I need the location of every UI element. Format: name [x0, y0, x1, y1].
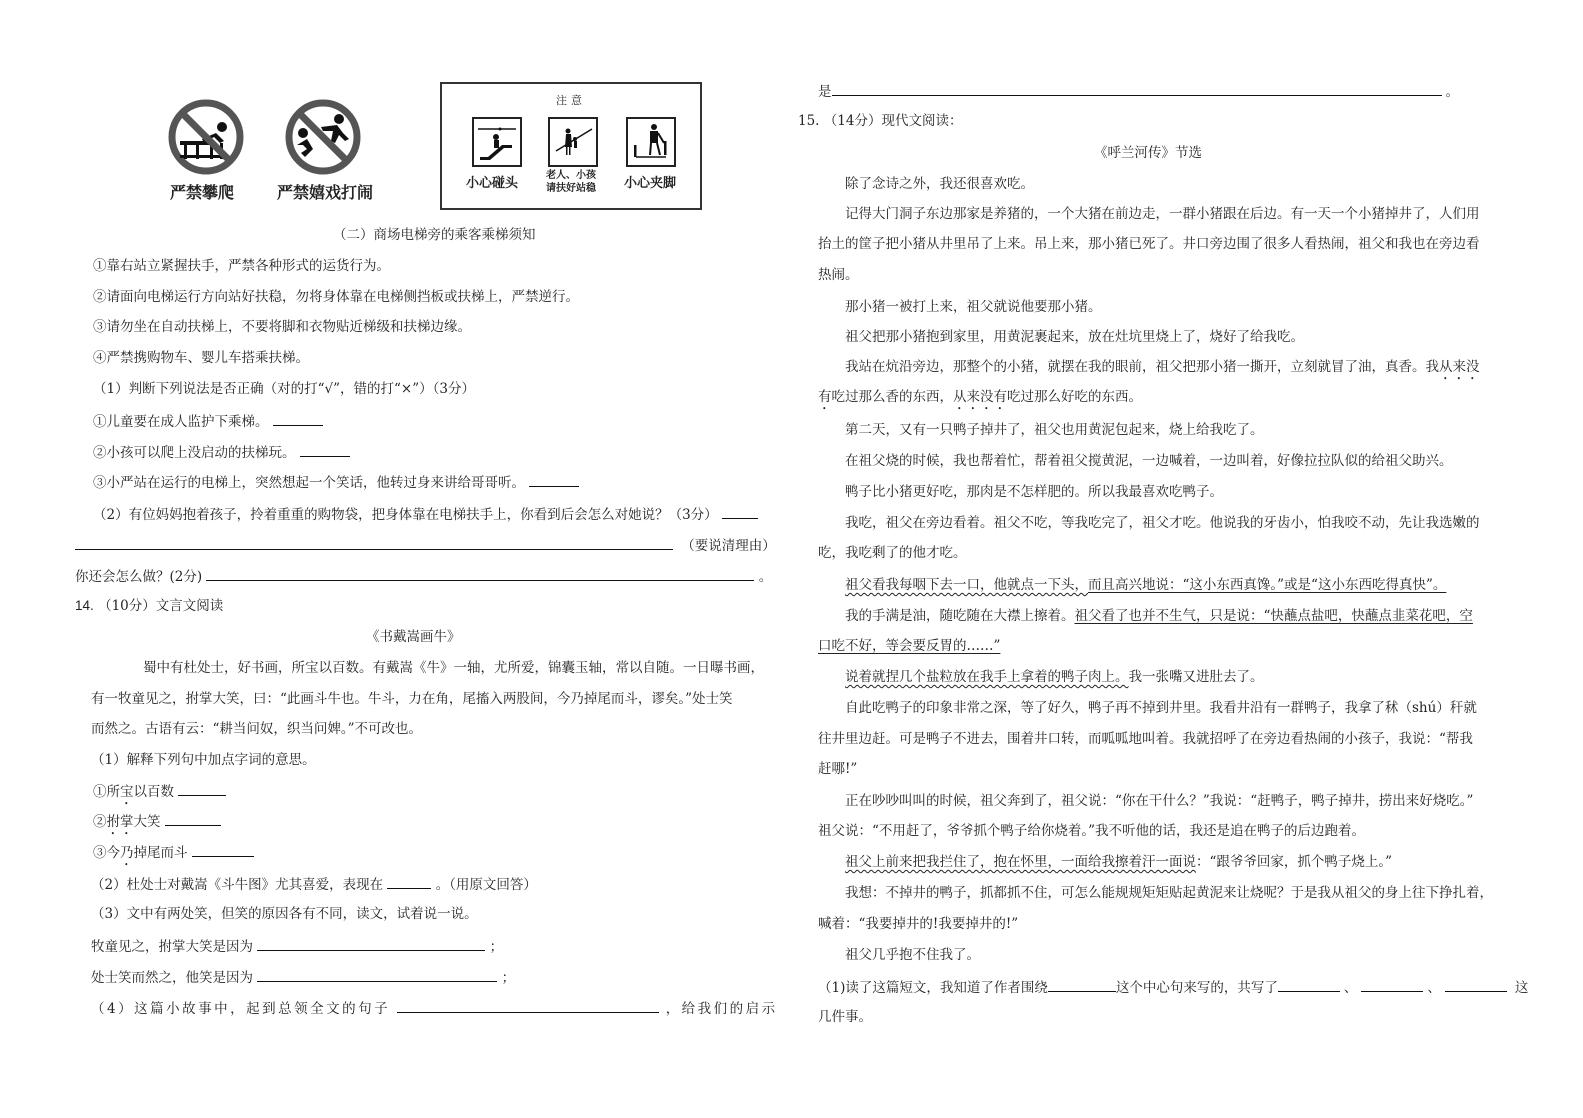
item-post: 大笑: [133, 814, 161, 830]
q14-passage-line-2: 有一牧童见之，拊掌大笑，曰：“此画斗牛也。牛斗，力在角，尾搐入两股间，今乃掉尾而斗，谬矣。”处士笑: [91, 691, 733, 707]
q14-passage-line-1: 蜀中有杜处士，好书画，所宝以百数。有戴嵩《牛》一轴，尤所爱，锦囊玉轴，常以自随。一日曝书画，: [143, 660, 764, 676]
dotted-text: 有: [818, 389, 832, 405]
q14-sub1-item-2-blank[interactable]: [165, 811, 221, 826]
hold-handrail-icon-box: [548, 117, 598, 167]
hold-handrail-icon: [550, 119, 596, 165]
q2-followup-blank[interactable]: [206, 566, 754, 581]
item-pre: 今: [106, 845, 120, 861]
q15-p2-l1: 记得大门洞子东边那家是养猪的，一个大猪在前边走，一群小猪跟在后边。有一天一个小猪掉井了，人们用: [845, 206, 1480, 222]
q1-item-2: [93, 442, 350, 462]
item-post: 掉尾而斗: [133, 845, 188, 861]
q14-sub3-b: [91, 967, 515, 987]
no-climbing-label: 严禁攀爬: [170, 183, 235, 202]
q2-suffix: （要说清理由）: [681, 538, 776, 554]
q14-sub1-item-1: [93, 781, 226, 808]
dotted-text: 从来没有: [953, 389, 1007, 405]
hold-handrail-label: [546, 169, 596, 195]
separator: 、: [1343, 980, 1358, 996]
q1-item-1-text: ①儿童要在成人监护下乘梯。: [93, 414, 269, 430]
q2-prompt: [93, 504, 758, 524]
q2-answer-blank-start[interactable]: [722, 504, 758, 519]
q15-q1-text-2: 这个中心句来写的，共写了: [1115, 980, 1278, 996]
semicolon: ；: [501, 970, 516, 986]
text: ：“跟爷爷回家，抓个鸭子烧上。”: [1196, 854, 1393, 870]
q1-item-2-answer-blank[interactable]: [300, 442, 350, 457]
q15-p16-l1: 我想：不掉井的鸭子，抓都抓不住，可怎么能规规矩矩贴起黄泥来让烧呢？于是我从祖父的身上往下挣扎着，: [845, 885, 1493, 901]
text: 吃过那么好吃的东西。: [1007, 389, 1142, 405]
q14-sub2-blank[interactable]: [387, 874, 431, 889]
q14-number: 14.: [75, 598, 94, 613]
q14-sub3-a-text: 牧童见之，拊掌大笑是因为: [91, 939, 253, 955]
q15-p15: [845, 853, 1392, 871]
q14-sub3: （3）文中有两处笑，但笑的原因各有不同，读文，试着说一说。: [91, 906, 478, 922]
underlined-text: 而且高兴地说：“这小东西真馋。”或是“这小东西吃得真快”。: [1088, 577, 1447, 593]
q2-followup-period: 。: [758, 569, 773, 585]
q15-p13-l3: 赶哪!”: [818, 761, 858, 777]
q1-item-3-text: ③小严站在运行的电梯上，突然想起一个笑话，他转过身来讲给哥哥听。: [93, 475, 525, 491]
q14-sub2-suffix: 。（用原文回答）: [435, 877, 537, 893]
q15-q1-l2: 几件事。: [818, 1009, 872, 1025]
separator: 、: [1427, 980, 1441, 996]
q14-sub1-item-3: [93, 842, 254, 869]
q2-followup: [75, 566, 772, 586]
item-pre: 所: [106, 784, 120, 800]
mind-head-icon: [474, 119, 520, 165]
q15-q1-text-3: 这: [1514, 980, 1529, 996]
q15-p12: [845, 668, 1264, 686]
q15-p11-l1: [845, 607, 1473, 625]
rule-2: ②请面向电梯运行方向站好扶稳，勿将身体靠在电梯侧挡板或扶梯上，严禁逆行。: [93, 289, 579, 305]
q14-passage-line-3: 而然之。古语有云：“耕当问奴，织当问婢。”不可改也。: [91, 721, 423, 737]
rule-1: ①靠右站立紧握扶手，严禁各种形式的运货行为。: [93, 258, 390, 274]
q15-q1-text: （1)读了这篇短文，我知道了作者围绕: [818, 980, 1048, 996]
q15-p17: 祖父几乎抱不住我了。: [845, 947, 980, 963]
q15-number: 15.: [798, 113, 820, 129]
q15-p14-l2: 祖父说：“不用赶了，爷爷抓个鸭子给你烧着。”我不听他的话，我还是追在鸭子的后边跑着。: [818, 823, 1366, 839]
notice-title: 注意: [556, 94, 586, 107]
q15-p1: 除了念诗之外，我还很喜欢吃。: [845, 176, 1034, 192]
wavy-underlined-text: 祖父看我每咽下去一口，他就点一下头，: [845, 577, 1088, 593]
q14-sub4-blank[interactable]: [397, 998, 659, 1013]
wavy-underlined-text: 说着就捏几个盐粒放在我手上拿着的鸭子肉上。: [845, 669, 1129, 685]
no-horseplay-label: 严禁嬉戏打闹: [277, 183, 374, 202]
mind-feet-icon-box: [626, 117, 676, 167]
semicolon: ；: [489, 939, 504, 955]
q14-sub2-text: （2）杜处士对戴嵩《斗牛图》尤其喜爱，表现在: [91, 877, 384, 893]
q1-item-3-answer-blank[interactable]: [529, 472, 579, 487]
q15-q1-event-3-blank[interactable]: [1445, 977, 1507, 992]
mind-feet-icon: [628, 119, 674, 165]
q15-q1-central-sentence-blank[interactable]: [1048, 977, 1116, 992]
q15-p8: 鸭子比小猪更好吃，那肉是不怎样肥的。所以我最喜欢吃鸭子。: [845, 484, 1223, 500]
q15-p5-l1: [845, 358, 1480, 383]
item-num: ③: [93, 845, 107, 861]
underlined-text: 口吃不好，等会要反胃的……”: [818, 638, 1001, 654]
q14-title: 《书戴嵩画牛》: [366, 629, 461, 645]
q2-prompt-text: （2）有位妈妈抱着孩子，拎着重重的购物袋，把身体靠在电梯扶手上，你看到后会怎么对她说？（3分）: [93, 507, 718, 523]
q15-header: [798, 112, 962, 130]
q15-p13-l2: 往井里边赶。可是鸭子不进去，围着井口转，而呱呱地叫着。我就招呼了在旁边看热闹的小孩子，我说：“帮我: [818, 731, 1473, 747]
q14-sub3-a-blank[interactable]: [257, 936, 485, 951]
q14-sub4-lesson-blank[interactable]: [832, 81, 1442, 96]
q1-item-3: [93, 472, 579, 492]
q15-q1-event-1-blank[interactable]: [1278, 977, 1340, 992]
rule-4: ④严禁携购物车、婴儿车搭乘扶梯。: [93, 350, 309, 366]
dotted-text: 从来没: [1439, 359, 1480, 375]
q15-p2-l3: 热闹。: [818, 267, 859, 283]
q15-p5-l2: [818, 388, 1142, 413]
item-num: ②: [93, 814, 107, 830]
q1-item-2-text: ②小孩可以爬上没启动的扶梯玩。: [93, 445, 296, 461]
q14-sub3-b-blank[interactable]: [257, 967, 497, 982]
q15-p13-l1: 自此吃鸭子的印象非常之深，等了好久，鸭子再不掉到井里。我看井沿有一群鸭子，我拿了秫（shú）秆就: [845, 700, 1477, 716]
rule-3: ③请勿坐在自动扶梯上，不要将脚和衣物贴近梯级和扶梯边缘。: [93, 319, 471, 335]
q1-item-1-answer-blank[interactable]: [273, 411, 323, 426]
dotted-word: 宝: [120, 784, 134, 800]
q14-sub3-a: [91, 936, 503, 956]
text: 我一张嘴又进肚去了。: [1128, 669, 1264, 685]
q15-q1-event-2-blank[interactable]: [1361, 977, 1423, 992]
q1-prompt: （1）判断下列说法是否正确（对的打“√”，错的打“×”）（3分）: [93, 381, 475, 397]
q15-heading: （14分）现代文阅读：: [823, 113, 963, 129]
mind-head-label: 小心碰头: [466, 176, 519, 191]
q15-p6: 第二天，又有一只鸭子掉井了，祖父也用黄泥包起来，烧上给我吃了。: [845, 422, 1264, 438]
no-climbing-icon: [166, 97, 246, 177]
q14-sub1-item-1-blank[interactable]: [178, 781, 226, 796]
q15-p4: 祖父把那小猪抱到家里，用黄泥裹起来，放在灶坑里烧上了，烧好了给我吃。: [845, 329, 1304, 345]
q15-p10: [845, 576, 1446, 594]
item-num: ①: [93, 784, 107, 800]
mind-head-icon-box: [472, 117, 522, 167]
q15-q1: [818, 977, 1528, 997]
text: 我站在炕沿旁边，那整个的小猪，就摆在我的眼前，祖父把那小猪一撕开，立刻就冒了油，真香。我: [845, 359, 1439, 375]
q14-sub4: [91, 998, 778, 1018]
text: 吃过那么香的东西，: [831, 389, 953, 405]
q15-p16-l2: 喊着：“我要掉井的!我要掉井的!”: [818, 916, 1019, 932]
q15-title: 《呼兰河传》节选: [1094, 145, 1202, 161]
no-climbing-sign: [166, 97, 246, 177]
q1-item-1: [93, 411, 323, 431]
no-horseplay-sign: [283, 97, 363, 177]
hold-handrail-label-line2: 请扶好站稳: [546, 183, 596, 194]
q15-p2-l2: 抬土的筐子把小猪从井里吊了上来。吊上来，那小猪已死了。井口旁边围了很多人看热闹，祖父和我也在旁边看: [818, 236, 1480, 252]
q15-p14-l1: 正在吵吵叫叫的时候，祖父奔到了，祖父说：“你在干什么？”我说：“赶鸭子，鸭子掉井，捞出来好烧吃。”: [845, 793, 1474, 809]
q15-p9-l2: 吃，我吃剩了的他才吃。: [818, 545, 967, 561]
q2-answer-blank[interactable]: [75, 535, 673, 550]
dotted-word: 乃: [120, 845, 134, 861]
hold-handrail-label-line1: 老人、小孩: [546, 170, 596, 181]
q14-heading: （10分）文言文阅读: [98, 598, 224, 614]
section-subtitle: （二）商场电梯旁的乘客乘梯须知: [333, 227, 536, 243]
no-horseplay-icon: [283, 97, 363, 177]
q14-sub4-text: （4）这篇小故事中，起到总领全文的句子: [91, 1001, 391, 1017]
mind-feet-label: 小心夹脚: [624, 176, 677, 191]
q14-sub4-suffix: ，给我们的启示: [665, 1001, 778, 1017]
q15-p11-l2: [818, 637, 1000, 655]
q14-sub1-item-2: [93, 811, 221, 838]
q2-followup-text: 你还会怎么做？(2分): [75, 569, 203, 585]
notice-box: [440, 82, 702, 210]
q2-answer-line: [75, 535, 776, 555]
q14-header: [75, 597, 223, 615]
text: 我的手满是油，随吃随在大襟上擦着。: [845, 608, 1075, 624]
q14-sub2: [91, 874, 537, 894]
q14-sub4-continuation: [818, 81, 1459, 101]
q15-p3: 那小猪一被打上来，祖父就说他要那小猪。: [845, 299, 1102, 315]
period: 。: [1445, 84, 1459, 100]
dotted-word: 拊掌: [106, 814, 134, 830]
q14-sub1-item-3-blank[interactable]: [192, 842, 254, 857]
q15-p7: 在祖父烧的时候，我也帮着忙，帮着祖父搅黄泥，一边喊着，一边叫着，好像拉拉队似的给祖父助兴。: [845, 453, 1453, 469]
q15-p9-l1: 我吃，祖父在旁边看着。祖父不吃，等我吃完了，祖父才吃。他说我的牙齿小，怕我咬不动，先让我选嫩的: [845, 515, 1480, 531]
q14-sub3-b-text: 处士笑而然之，他笑是因为: [91, 970, 253, 986]
item-post: 以百数: [133, 784, 174, 800]
underlined-text: 祖父看了也并不生气，只是说：“快蘸点盐吧，快蘸点韭菜花吧，空: [1074, 608, 1473, 624]
wavy-underlined-text: 祖父上前来把我拦住了，抱在怀里，一面给我擦着汗一面说: [845, 854, 1196, 870]
q14-sub1: （1）解释下列句中加点字词的意思。: [91, 752, 316, 768]
carry-over-text: 是: [818, 84, 832, 100]
